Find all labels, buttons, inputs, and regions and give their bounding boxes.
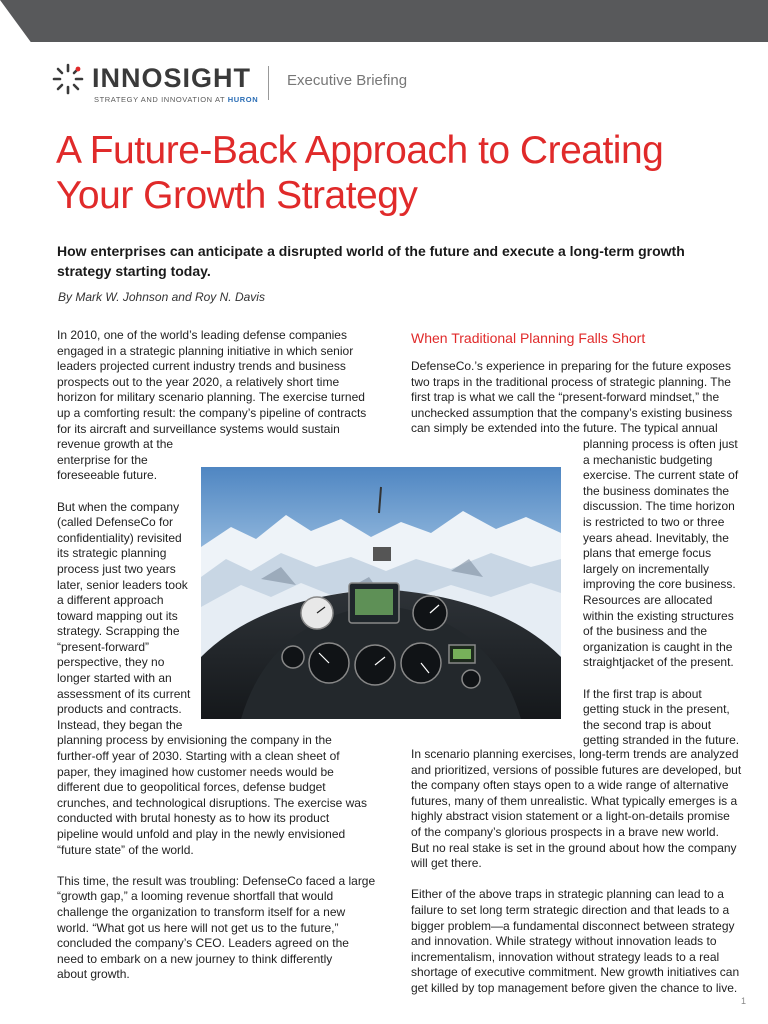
body-line: engaged in a strategic planning initiative in which senior [57,343,354,358]
body-line: revenue growth at the [57,437,174,452]
right-paragraph-2-start [583,687,753,749]
document-type: Executive Briefing [287,72,408,89]
body-line: later, senior leaders took [57,577,188,592]
body-line: longer started with an [57,671,172,686]
body-line: further-off year of 2030. Starting with a clean sheet of [57,749,340,764]
body-line: leaders projected current industry trends and business [57,359,346,374]
body-line: improving the core business. [583,577,736,592]
title-line-2: Your Growth Strategy [56,174,418,217]
body-line: its strategic planning [57,546,167,561]
body-line: horizon for military scenario planning. The exercise turned [57,390,365,405]
body-line: is restricted to two or three [583,514,725,529]
body-line: getting stranded in the future. [583,733,740,748]
body-line: enterprise for the [57,452,148,467]
body-line: failure to set long term strategic direction and that leads to a [411,902,730,917]
body-line: the business dominates the [583,483,730,498]
subtitle-line-1: How enterprises can anticipate a disrupted world of the future and execute a long-term growth [57,243,685,259]
body-line: need to embark on a new journey to think differently [57,951,333,966]
body-line: a mechanistic budgeting [583,452,713,467]
body-line: “present-forward” [57,639,150,654]
body-line: the second trap is about [583,717,712,732]
body-line: “growth gap,” a looming revenue shortfall that would [57,889,334,904]
body-line: unchecked assumption that the company’s existing business [411,405,733,420]
body-line: concluded the company’s CEO. Leaders agreed on the [57,936,349,951]
body-line: and innovation. While strategy without innovation leads to [411,934,717,949]
body-line: (called DefenseCo for [57,515,174,530]
body-line: and prioritized, versions of possible futures are developed, but [411,762,742,777]
page-number: 1 [740,996,746,1006]
glider-cockpit-image [201,467,561,719]
tagline-text: STRATEGY AND INNOVATION AT [94,95,226,104]
body-line: prospects out to the year 2020, a relatively short time [57,374,340,389]
body-line: “future state” of the world. [57,842,194,857]
body-line: different due to geopolitical forces, defense budget [57,780,326,795]
body-line: But when the company [57,499,180,514]
body-line: the company often stays open to a wide range of alternative [411,778,729,793]
body-line: But no real stake is set in the ground about how the company [411,840,737,855]
body-line: Instead, they began the [57,717,183,732]
body-line: exercise. The current state of [583,468,739,483]
header-divider [268,66,269,100]
body-line: In 2010, one of the world’s leading defense companies [57,328,347,342]
body-line: shortage of executive commitment. New growth initiatives can [411,965,740,980]
body-line: products and contracts. [57,702,182,717]
innosight-logo [52,60,272,104]
body-line: within the existing structures [583,608,734,623]
title-line-1: A Future-Back Approach to Creating [56,129,664,172]
byline: By Mark W. Johnson and Roy N. Davis [58,290,265,304]
body-line: planning process is often just [583,437,738,451]
left-paragraph-1 [57,328,397,484]
page-title [56,128,716,218]
body-line: futures, many of them unrealistic. What typically emerges is a [411,793,738,808]
body-line: largely on incrementally [583,561,710,576]
body-line: organization is caught in the [583,639,733,654]
body-line: planning process by envisioning the company in the [57,733,332,748]
body-line: paper, they imagined how customer needs would be [57,764,334,779]
body-line: foreseeable future. [57,468,158,483]
page-subtitle [57,241,707,281]
body-line: world. “What got us here will not get us to the future,” [57,920,339,935]
right-column-top [411,359,741,437]
brand-name: INNOSIGHT [92,63,252,93]
body-line: up a comforting result: the company’s pipeline of contracts [57,405,367,420]
body-line: discussion. The time horizon [583,499,735,514]
body-line: conducted with brutal honesty as to how its product [57,811,330,826]
body-line: incrementalism, innovation without strategy leads to a real [411,949,720,964]
body-line: will get there. [411,856,482,871]
right-paragraph-1 [411,359,741,437]
body-line: If the first trap is about [583,686,702,701]
body-line: of the company’s glorious prospects in a brave new world. [411,824,719,839]
body-line: This time, the result was troubling: DefenseCo faced a large [57,873,376,888]
body-line: a different approach [57,593,164,608]
header-band [0,0,768,42]
right-paragraph-3 [411,887,746,996]
cockpit-photo [201,467,561,719]
body-line: highly abstract vision statement or a light-on-details promise [411,809,730,824]
body-line: plans that emerge focus [583,546,712,561]
body-line: In scenario planning exercises, long-term trends are analyzed [411,747,739,761]
body-line: two traps in the traditional process of strategic planning. The [411,374,731,389]
subtitle-line-2: strategy starting today. [57,263,211,279]
body-line: process just two years [57,561,176,576]
body-line: first trap is what we call the “present-forward mindset,” the [411,390,720,405]
body-line: Either of the above traps in strategic planning can lead to a [411,887,724,902]
body-line: pipeline would unfold and play in the newly envisioned [57,827,346,841]
body-line: perspective, they no [57,655,165,670]
left-paragraph-3 [57,874,397,983]
body-line: confidentiality) revisited [57,530,182,545]
body-line: toward mapping out its [57,608,178,623]
body-line: Resources are allocated [583,592,713,607]
body-line: years ahead. Inevitably, the [583,530,729,545]
body-line: strategy. Scrapping the [57,624,180,639]
brand-tagline [94,95,258,104]
tagline-huron: HURON [227,95,259,104]
body-line: get killed by top management before given the chance to live. [411,980,738,995]
body-line: getting stuck in the present, [583,702,730,717]
body-line: bigger problem—a fundamental disconnect between strategy [411,918,735,933]
right-paragraph-2-continued [411,747,746,872]
burst-logo-icon [52,63,84,95]
body-line: of the business and the [583,624,708,639]
body-line: DefenseCo.’s experience in preparing for the future exposes [411,359,731,373]
section-heading: When Traditional Planning Falls Short [411,330,646,346]
body-line: assessment of its current [57,686,191,701]
body-line: about growth. [57,967,130,982]
right-column-narrow [583,437,753,749]
body-line: can simply be extended into the future. The typical annual [411,421,718,436]
right-paragraph-1-continued [583,437,753,671]
body-line: straightjacket of the present. [583,655,734,670]
right-column-bottom [411,747,746,997]
body-line: challenge the organization to transform itself for a new [57,904,346,919]
body-line: for its aircraft and surveillance systems would sustain [57,421,340,436]
body-line: crunches, and technological disruptions. The exercise was [57,795,367,810]
